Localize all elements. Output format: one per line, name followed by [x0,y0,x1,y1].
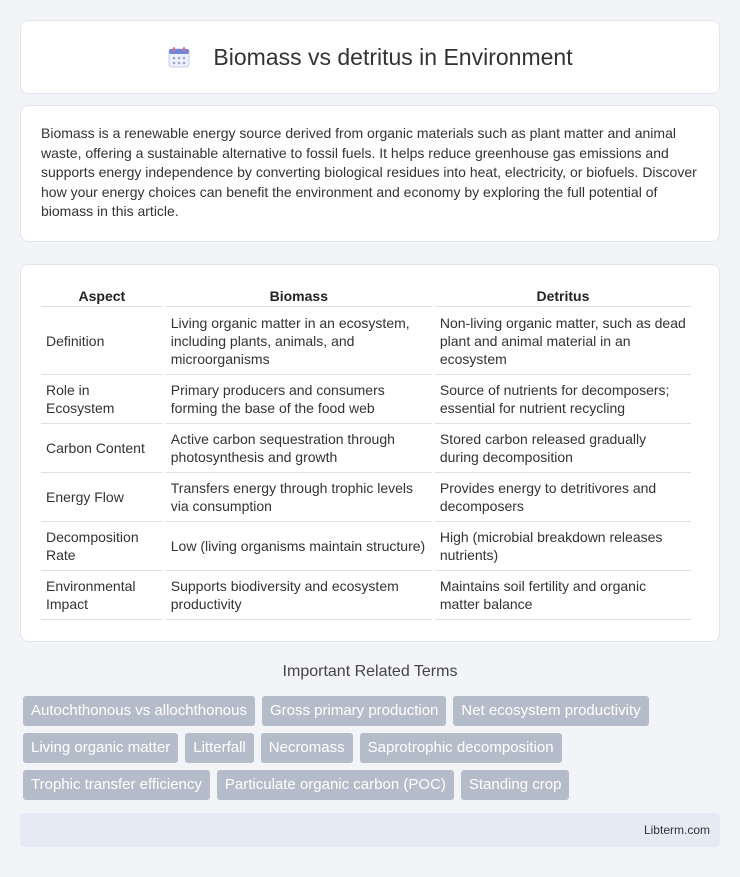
cell-detritus: Source of nutrients for decomposers; essential for nutrient recycling [435,375,691,424]
cell-biomass: Supports biodiversity and ecosystem productivity [166,571,432,620]
cell-aspect: Energy Flow [41,473,163,522]
related-term-tag[interactable]: Standing crop [461,770,570,800]
table-row [41,424,691,473]
related-term-tag[interactable]: Autochthonous vs allochthonous [23,696,255,726]
table-row [41,571,691,620]
cell-biomass: Living organic matter in an ecosystem, including plants, animals, and microorganisms [166,307,432,375]
related-term-tag[interactable]: Particulate organic carbon (POC) [217,770,454,800]
related-term-tag[interactable]: Necromass [261,733,353,763]
related-term-tag[interactable]: Net ecosystem productivity [453,696,648,726]
cell-biomass: Low (living organisms maintain structure) [166,522,432,571]
cell-aspect: Decomposition Rate [41,522,163,571]
comparison-table [38,285,694,620]
related-term-tag[interactable]: Litterfall [185,733,254,763]
cell-aspect: Role in Ecosystem [41,375,163,424]
related-term-tag[interactable]: Trophic transfer efficiency [23,770,210,800]
related-term-tag[interactable]: Living organic matter [23,733,178,763]
table-row [41,307,691,375]
calendar-icon [167,45,191,69]
header-biomass: Biomass [166,285,432,307]
related-term-tag[interactable]: Gross primary production [262,696,446,726]
cell-biomass: Active carbon sequestration through photosynthesis and growth [166,424,432,473]
cell-detritus: Provides energy to detritivores and decomposers [435,473,691,522]
footer-brand-link[interactable]: Libterm.com [643,823,710,837]
cell-biomass: Primary producers and consumers forming the base of the food web [166,375,432,424]
header-aspect: Aspect [41,285,163,307]
cell-aspect: Carbon Content [41,424,163,473]
table-row [41,375,691,424]
related-term-tag[interactable]: Saprotrophic decomposition [360,733,562,763]
cell-detritus: Non-living organic matter, such as dead plant and animal material in an ecosystem [435,307,691,375]
table-row [41,473,691,522]
related-terms-list [23,696,723,800]
comparison-table-card [20,264,720,642]
cell-detritus: Stored carbon released gradually during decomposition [435,424,691,473]
table-header-row [41,285,691,307]
intro-card [20,105,720,242]
cell-biomass: Transfers energy through trophic levels via consumption [166,473,432,522]
table-row [41,522,691,571]
cell-detritus: Maintains soil fertility and organic matter balance [435,571,691,620]
cell-aspect: Environmental Impact [41,571,163,620]
page-title: Biomass vs detritus in Environment [213,43,573,70]
related-terms-heading: Important Related Terms [282,663,458,680]
header-detritus: Detritus [435,285,691,307]
header-card [20,20,720,94]
intro-text: Biomass is a renewable energy source derived from organic materials such as plant matter and animal waste, offering a sustainable alternative to fossil fuels. It helps reduce greenhouse gas emissions and supports energy independence by converting biological residues into heat, electricity, or biofuels. Discover how your energy choices can benefit the environment and economy by exploring the full potential of biomass in this article. [41,125,697,220]
cell-detritus: High (microbial breakdown releases nutrients) [435,522,691,571]
cell-aspect: Definition [41,307,163,375]
footer [20,813,720,847]
